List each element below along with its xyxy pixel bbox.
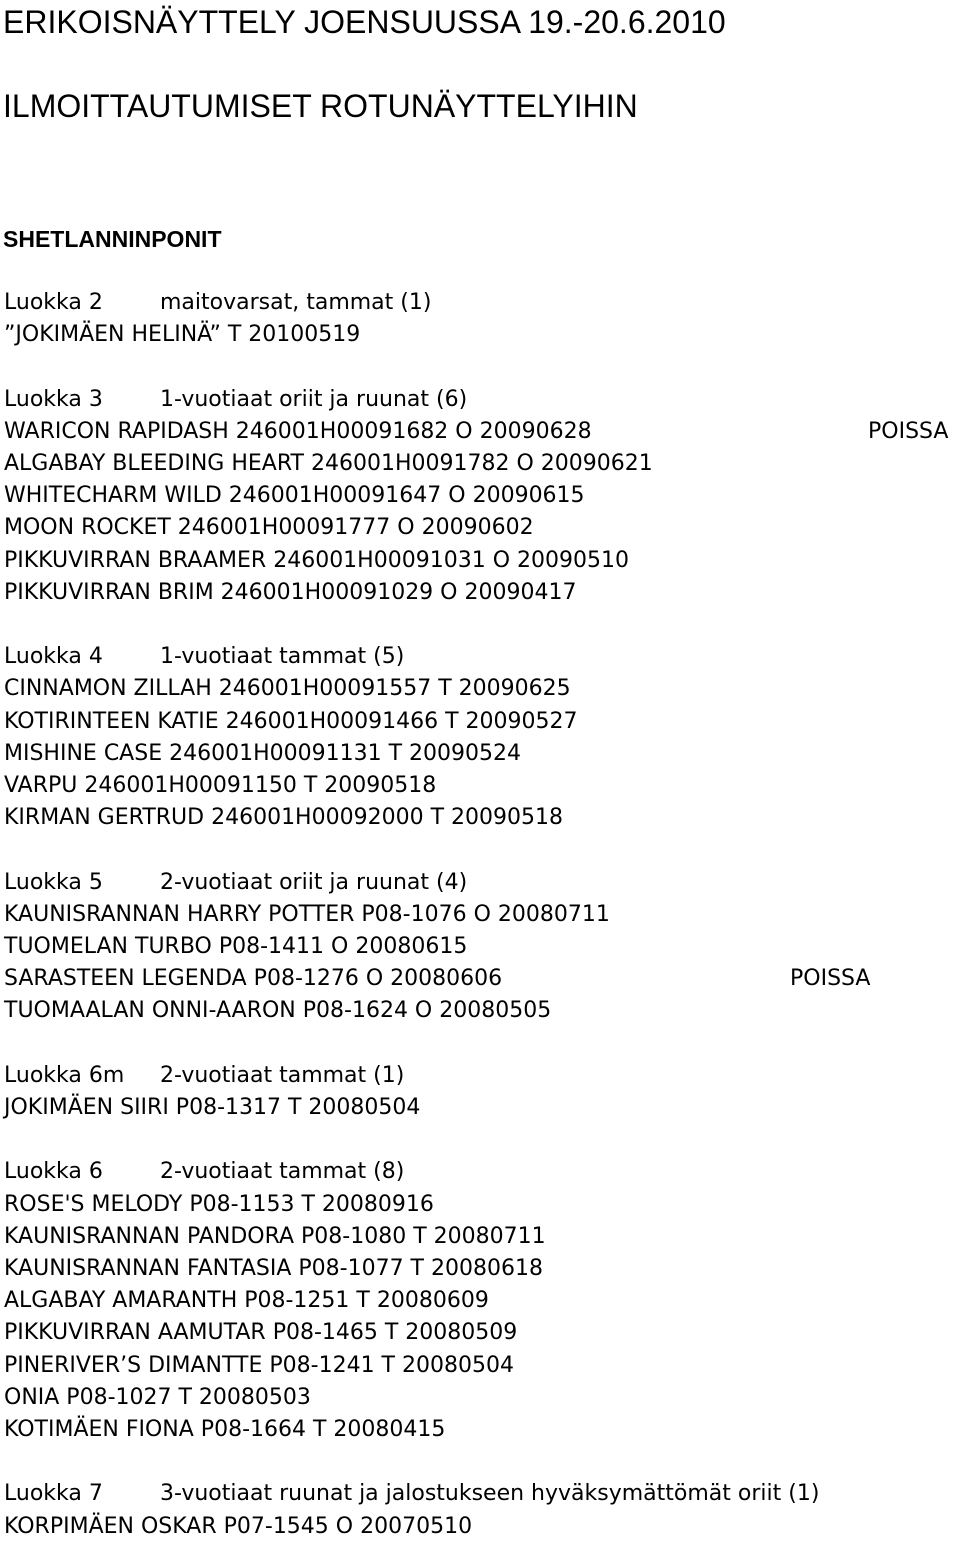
entry-row: WHITECHARM WILD 246001H00091647 O 20090615 — [4, 483, 585, 509]
class-header — [4, 385, 467, 415]
entry-row: KOTIRINTEEN KATIE 246001H00091466 T 20090527 — [4, 708, 578, 734]
class-description: 2-vuotiaat oriit ja ruunat (4) — [160, 869, 468, 895]
class-description: 3-vuotiaat ruunat ja jalostukseen hyväksymättömät oriit (1) — [160, 1481, 820, 1507]
class-label: Luokka 7 — [4, 1481, 103, 1507]
entry-row: VARPU 246001H00091150 T 20090518 — [4, 773, 437, 798]
class-header — [4, 288, 431, 318]
entry-row: PIKKUVIRRAN BRIM 246001H00091029 O 20090417 — [4, 579, 577, 605]
class-label: Luokka 6 — [4, 1159, 103, 1185]
entry-row: CINNAMON ZILLAH 246001H00091557 T 20090625 — [4, 676, 571, 702]
absent-note: POISSA — [790, 966, 871, 992]
entry-row: JOKIMÄEN SIIRI P08-1317 T 20080504 — [4, 1095, 421, 1120]
entry-row: TUOMELAN TURBO P08-1411 O 20080615 — [4, 934, 468, 959]
class-description: maitovarsat, tammat (1) — [160, 290, 432, 315]
breed-heading: SHETLANNINPONIT — [3, 226, 222, 252]
class-label: Luokka 6m — [4, 1062, 125, 1088]
entry-row: SARASTEEN LEGENDA P08-1276 O 20080606 — [4, 966, 503, 992]
entry-row: PINERIVER’S DIMANTTE P08-1241 T 20080504 — [4, 1352, 514, 1378]
absent-note: POISSA — [868, 418, 949, 444]
entry-row: KOTIMÄEN FIONA P08-1664 T 20080415 — [4, 1417, 446, 1442]
class-header — [4, 1157, 404, 1187]
class-header — [4, 868, 467, 898]
class-description: 2-vuotiaat tammat (1) — [160, 1062, 405, 1088]
class-description: 1-vuotiaat oriit ja ruunat (6) — [160, 386, 468, 412]
entry-row: KAUNISRANNAN HARRY POTTER P08-1076 O 20080711 — [4, 901, 610, 927]
page-title: ERIKOISNÄYTTELY JOENSUUSSA 19.-20.6.2010 — [3, 4, 726, 40]
class-header — [4, 1479, 819, 1509]
entry-row: ALGABAY BLEEDING HEART 246001H0091782 O 20090621 — [4, 451, 653, 476]
entry-row: MISHINE CASE 246001H00091131 T 20090524 — [4, 740, 521, 766]
entry-row: KORPIMÄEN OSKAR P07-1545 O 20070510 — [4, 1513, 473, 1539]
entry-row: PIKKUVIRRAN BRAAMER 246001H00091031 O 20090510 — [4, 547, 629, 573]
class-label: Luokka 3 — [4, 386, 103, 412]
entry-row: ROSE'S MELODY P08-1153 T 20080916 — [4, 1191, 434, 1217]
class-description: 2-vuotiaat tammat (8) — [160, 1159, 405, 1185]
class-label: Luokka 2 — [4, 290, 103, 315]
entry-row: MOON ROCKET 246001H00091777 O 20090602 — [4, 515, 534, 541]
entry-row: ALGABAY AMARANTH P08-1251 T 20080609 — [4, 1288, 489, 1314]
entry-row: PIKKUVIRRAN AAMUTAR P08-1465 T 20080509 — [4, 1320, 518, 1346]
entry-row: KIRMAN GERTRUD 246001H00092000 T 20090518 — [4, 805, 563, 831]
class-label: Luokka 5 — [4, 869, 103, 895]
entry-row: KAUNISRANNAN FANTASIA P08-1077 T 20080618 — [4, 1256, 543, 1281]
entry-row: TUOMAALAN ONNI-AARON P08-1624 O 20080505 — [4, 998, 552, 1024]
class-label: Luokka 4 — [4, 644, 103, 670]
entry-row: ”JOKIMÄEN HELINÄ” T 20100519 — [4, 322, 361, 348]
class-description: 1-vuotiaat tammat (5) — [160, 644, 405, 670]
entry-row: KAUNISRANNAN PANDORA P08-1080 T 20080711 — [4, 1223, 546, 1249]
page-subtitle: ILMOITTAUTUMISET ROTUNÄYTTELYIHIN — [3, 88, 638, 124]
entry-row: ONIA P08-1027 T 20080503 — [4, 1384, 311, 1410]
class-header — [4, 1061, 404, 1091]
entry-row: WARICON RAPIDASH 246001H00091682 O 20090628 — [4, 418, 592, 444]
class-header — [4, 642, 404, 672]
